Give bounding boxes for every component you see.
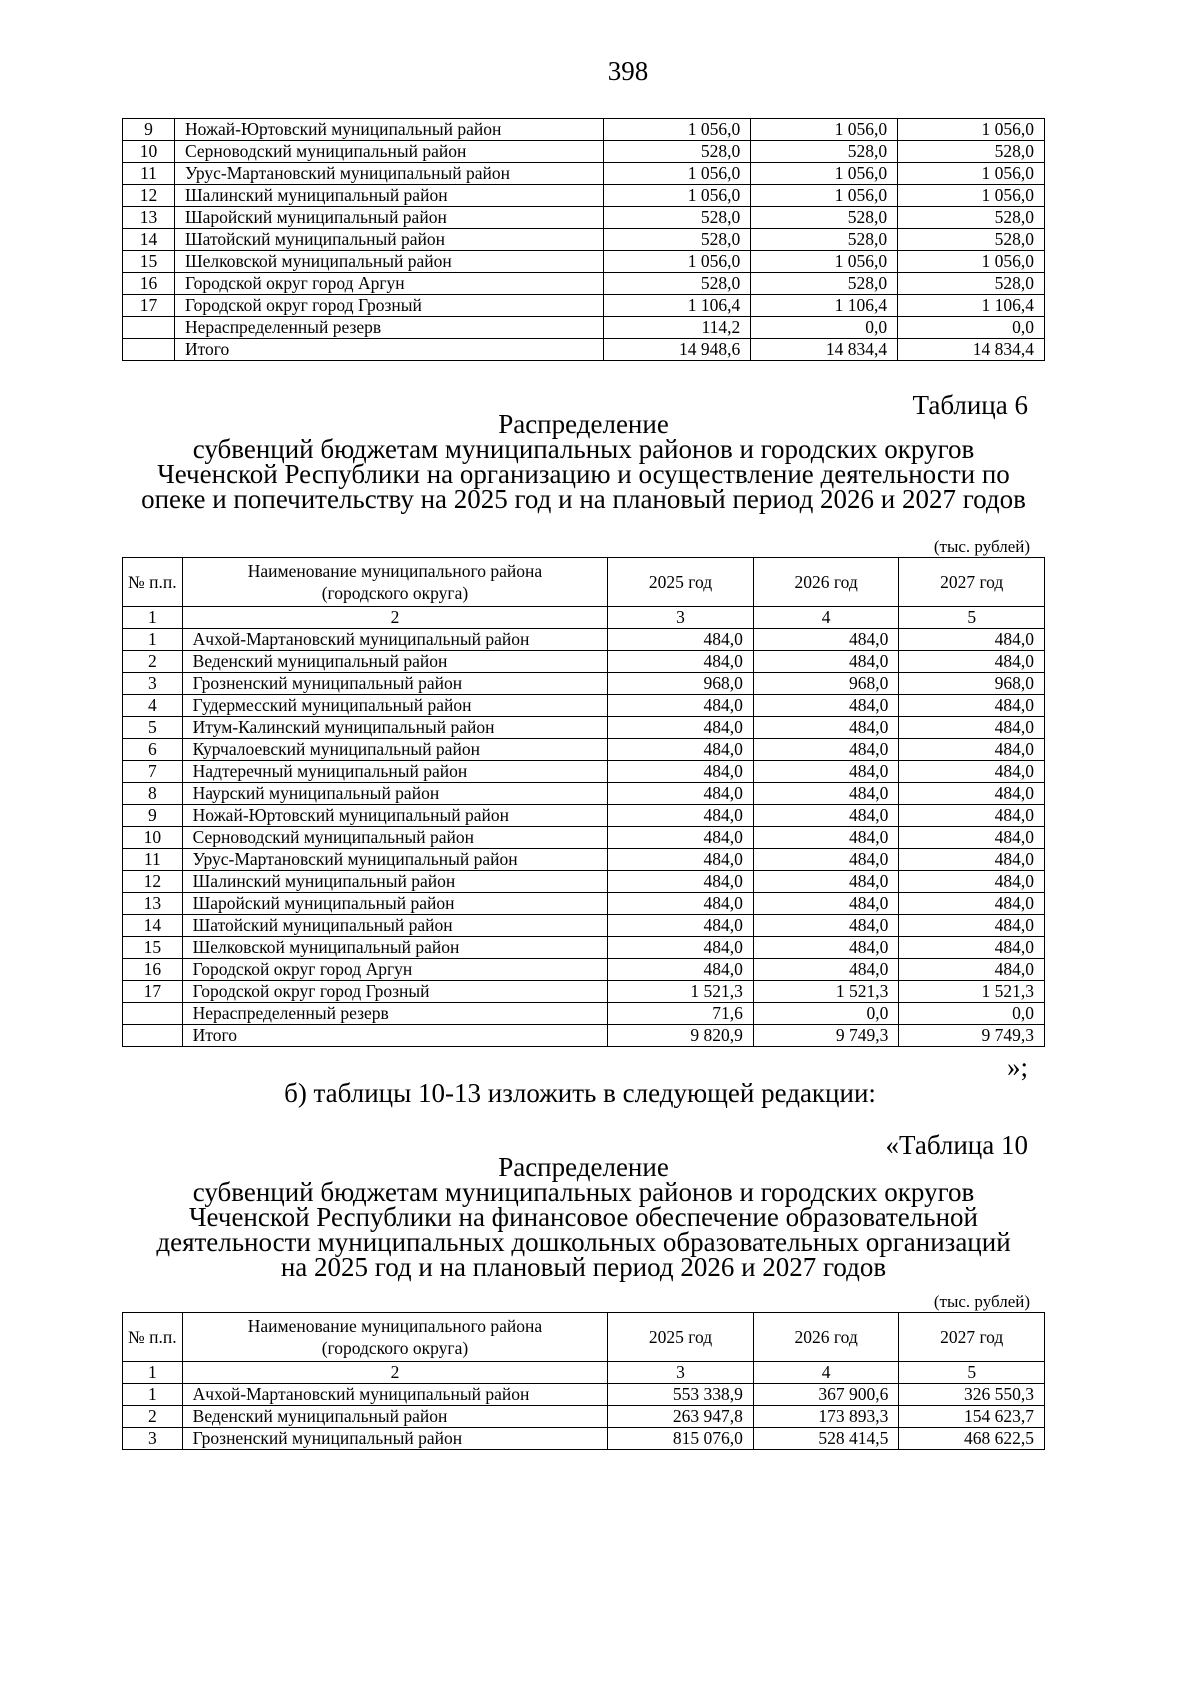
- table-row: [123, 783, 1045, 805]
- municipality-name: Надтеречный муниципальный район: [182, 761, 608, 783]
- column-number: 5: [899, 1362, 1045, 1384]
- value-2026: 173 893,3: [753, 1406, 899, 1428]
- value-2025: 1 056,0: [604, 119, 751, 141]
- row-number: [123, 1025, 183, 1047]
- value-2026: 528,0: [751, 207, 898, 229]
- value-2026: 484,0: [753, 805, 899, 827]
- value-2027: 484,0: [899, 893, 1045, 915]
- value-2027: 154 623,7: [899, 1406, 1045, 1428]
- value-2026: 367 900,6: [753, 1384, 899, 1406]
- page-number: 398: [607, 56, 649, 86]
- row-number: [123, 317, 175, 339]
- value-2026: 484,0: [753, 629, 899, 651]
- municipality-name: Шатойский муниципальный район: [175, 229, 604, 251]
- header-2025: 2025 год: [608, 1313, 754, 1362]
- value-2027: 528,0: [898, 273, 1045, 295]
- value-2025: 553 338,9: [608, 1384, 754, 1406]
- header-name-line: (городского округа): [321, 583, 469, 603]
- municipality-name: Ножай-Юртовский муниципальный район: [182, 805, 608, 827]
- row-number: 10: [123, 141, 175, 163]
- column-number: 4: [753, 1362, 899, 1384]
- value-2027: 1 521,3: [899, 981, 1045, 1003]
- municipality-name: Шалинский муниципальный район: [175, 185, 604, 207]
- municipality-name: Грозненский муниципальный район: [182, 673, 608, 695]
- row-number: 12: [123, 871, 183, 893]
- municipality-name: Курчалоевский муниципальный район: [182, 739, 608, 761]
- value-2025: 1 056,0: [604, 185, 751, 207]
- row-number: 17: [123, 295, 175, 317]
- value-2026: 14 834,4: [751, 339, 898, 361]
- row-number: 8: [123, 783, 183, 805]
- row-number: 3: [123, 1428, 183, 1450]
- value-2027: 1 056,0: [898, 163, 1045, 185]
- value-2025: 1 056,0: [604, 163, 751, 185]
- row-number: 15: [123, 251, 175, 273]
- table10-title-line: субвенций бюджетам муниципальных районов и городских округов: [192, 1177, 975, 1207]
- table10-title-line: деятельности муниципальных дошкольных образовательных организаций: [156, 1227, 1011, 1257]
- table10-title-line: на 2025 год и на плановый период 2026 и 2027 годов: [280, 1252, 887, 1282]
- municipality-name: Шелковской муниципальный район: [182, 937, 608, 959]
- municipality-name: Шатойский муниципальный район: [182, 915, 608, 937]
- row-number: 1: [123, 629, 183, 651]
- value-2027: 484,0: [899, 849, 1045, 871]
- value-2025: 484,0: [608, 783, 754, 805]
- table10-title-line: Чеченской Республики на финансовое обеспечение образовательной: [189, 1202, 978, 1232]
- table10-title-line: Распределение: [498, 1152, 669, 1182]
- value-2025: 263 947,8: [608, 1406, 754, 1428]
- row-number: [123, 339, 175, 361]
- value-2025: 484,0: [608, 805, 754, 827]
- municipality-name: Наурский муниципальный район: [182, 783, 608, 805]
- row-number: 2: [123, 651, 183, 673]
- table-row: [123, 937, 1045, 959]
- municipality-name: Серноводский муниципальный район: [175, 141, 604, 163]
- table6-title-line: опеке и попечительству на 2025 год и на плановый период 2026 и 2027 годов: [141, 484, 1026, 514]
- municipality-name: Городской округ город Грозный: [182, 981, 608, 1003]
- row-number: 10: [123, 827, 183, 849]
- value-2025: 1 106,4: [604, 295, 751, 317]
- value-2025: 484,0: [608, 629, 754, 651]
- table-row: [123, 871, 1045, 893]
- row-number: 13: [123, 207, 175, 229]
- row-number: 12: [123, 185, 175, 207]
- table-row: [123, 695, 1045, 717]
- header-2027: 2027 год: [899, 558, 1045, 607]
- municipality-name: Нераспределенный резерв: [182, 1003, 608, 1025]
- column-number: 2: [182, 607, 608, 629]
- value-2026: 9 749,3: [753, 1025, 899, 1047]
- value-2026: 484,0: [753, 717, 899, 739]
- table10-body: [123, 1313, 1045, 1450]
- municipality-name: Серноводский муниципальный район: [182, 827, 608, 849]
- municipality-name: Шелковской муниципальный район: [175, 251, 604, 273]
- table-row: [123, 761, 1045, 783]
- municipality-name: Грозненский муниципальный район: [182, 1428, 608, 1450]
- row-number: 1: [123, 1384, 183, 1406]
- value-2026: 0,0: [753, 1003, 899, 1025]
- row-number: 11: [123, 849, 183, 871]
- table-row: [123, 717, 1045, 739]
- value-2027: 468 622,5: [899, 1428, 1045, 1450]
- column-number: 1: [123, 607, 183, 629]
- value-2025: 484,0: [608, 915, 754, 937]
- table-row: [123, 251, 1045, 273]
- table-row: [123, 317, 1045, 339]
- row-number: 15: [123, 937, 183, 959]
- row-number: 2: [123, 1406, 183, 1428]
- table-row: [123, 229, 1045, 251]
- municipality-name: Ачхой-Мартановский муниципальный район: [182, 629, 608, 651]
- value-2025: 968,0: [608, 673, 754, 695]
- header-row: [123, 1313, 1045, 1362]
- row-number: 14: [123, 229, 175, 251]
- row-number: 6: [123, 739, 183, 761]
- row-number: 9: [123, 805, 183, 827]
- value-2025: 1 056,0: [604, 251, 751, 273]
- municipality-name: Нераспределенный резерв: [175, 317, 604, 339]
- column-number: 4: [753, 607, 899, 629]
- value-2026: 484,0: [753, 937, 899, 959]
- row-number: 16: [123, 959, 183, 981]
- municipality-name: Итого: [182, 1025, 608, 1047]
- municipality-name: Шаройский муниципальный район: [175, 207, 604, 229]
- value-2026: 484,0: [753, 893, 899, 915]
- value-2025: 528,0: [604, 207, 751, 229]
- municipality-name: Урус-Мартановский муниципальный район: [175, 163, 604, 185]
- value-2026: 528,0: [751, 141, 898, 163]
- row-number: 11: [123, 163, 175, 185]
- header-name-line: Наименование муниципального района: [247, 1316, 543, 1336]
- paragraph-b: б) таблицы 10-13 изложить в следующей редакции:: [284, 1078, 876, 1108]
- table-row: [123, 1025, 1045, 1047]
- value-2026: 484,0: [753, 871, 899, 893]
- table-row: [123, 1406, 1045, 1428]
- value-2026: 484,0: [753, 783, 899, 805]
- value-2026: 528,0: [751, 273, 898, 295]
- value-2027: 0,0: [898, 317, 1045, 339]
- table-row: [123, 739, 1045, 761]
- column-number: 3: [608, 1362, 754, 1384]
- value-2027: 1 056,0: [898, 185, 1045, 207]
- value-2027: 1 056,0: [898, 119, 1045, 141]
- value-2025: 484,0: [608, 893, 754, 915]
- row-number: [123, 1003, 183, 1025]
- table6-body: [123, 558, 1045, 1047]
- value-2025: 484,0: [608, 871, 754, 893]
- column-numbers-row: [123, 607, 1045, 629]
- table10-title: [122, 1152, 1045, 1282]
- value-2027: 484,0: [899, 717, 1045, 739]
- value-2027: 9 749,3: [899, 1025, 1045, 1047]
- table10: [122, 1312, 1045, 1450]
- table-row: [123, 1003, 1045, 1025]
- header-number: № п.п.: [123, 1313, 183, 1362]
- value-2026: 484,0: [753, 915, 899, 937]
- table-row: [123, 915, 1045, 937]
- value-2025: 484,0: [608, 739, 754, 761]
- value-2027: 484,0: [899, 739, 1045, 761]
- header-name: [182, 558, 608, 607]
- value-2025: 484,0: [608, 959, 754, 981]
- table-row: [123, 207, 1045, 229]
- value-2026: 1 056,0: [751, 251, 898, 273]
- value-2027: 484,0: [899, 651, 1045, 673]
- value-2027: 1 106,4: [898, 295, 1045, 317]
- municipality-name: Веденский муниципальный район: [182, 1406, 608, 1428]
- value-2027: 484,0: [899, 937, 1045, 959]
- municipality-name: Городской округ город Аргун: [182, 959, 608, 981]
- municipality-name: Шаройский муниципальный район: [182, 893, 608, 915]
- value-2026: 528,0: [751, 229, 898, 251]
- table6-title-line: Чеченской Республики на организацию и осуществление деятельности по: [157, 459, 1010, 489]
- value-2025: 484,0: [608, 849, 754, 871]
- table-row: [123, 119, 1045, 141]
- table6: [122, 557, 1045, 1047]
- row-number: 3: [123, 673, 183, 695]
- value-2026: 484,0: [753, 959, 899, 981]
- header-name-line: Наименование муниципального района: [247, 561, 543, 581]
- table-row: [123, 629, 1045, 651]
- value-2027: 1 056,0: [898, 251, 1045, 273]
- value-2027: 14 834,4: [898, 339, 1045, 361]
- value-2026: 484,0: [753, 739, 899, 761]
- column-number: 2: [182, 1362, 608, 1384]
- header-2026: 2026 год: [753, 558, 899, 607]
- table6-title: [122, 409, 1045, 514]
- value-2027: 484,0: [899, 629, 1045, 651]
- municipality-name: Городской округ город Грозный: [175, 295, 604, 317]
- table-row: [123, 339, 1045, 361]
- value-2026: 484,0: [753, 761, 899, 783]
- table6-units: (тыс. рублей): [933, 537, 1030, 556]
- row-number: 7: [123, 761, 183, 783]
- value-2026: 484,0: [753, 651, 899, 673]
- row-number: 5: [123, 717, 183, 739]
- row-number: 16: [123, 273, 175, 295]
- municipality-name: Урус-Мартановский муниципальный район: [182, 849, 608, 871]
- value-2027: 484,0: [899, 783, 1045, 805]
- value-2025: 815 076,0: [608, 1428, 754, 1450]
- value-2026: 1 056,0: [751, 163, 898, 185]
- table-row: [123, 827, 1045, 849]
- value-2026: 1 056,0: [751, 119, 898, 141]
- value-2025: 484,0: [608, 827, 754, 849]
- table-row: [123, 1384, 1045, 1406]
- value-2027: 528,0: [898, 207, 1045, 229]
- municipality-name: Ножай-Юртовский муниципальный район: [175, 119, 604, 141]
- column-number: 1: [123, 1362, 183, 1384]
- value-2027: 528,0: [898, 141, 1045, 163]
- table6-label: Таблица 6: [912, 390, 1028, 420]
- header-2025: 2025 год: [608, 558, 754, 607]
- value-2025: 14 948,6: [604, 339, 751, 361]
- value-2027: 528,0: [898, 229, 1045, 251]
- value-2025: 114,2: [604, 317, 751, 339]
- value-2026: 484,0: [753, 695, 899, 717]
- column-numbers-row: [123, 1362, 1045, 1384]
- value-2025: 528,0: [604, 141, 751, 163]
- value-2026: 0,0: [751, 317, 898, 339]
- value-2027: 484,0: [899, 695, 1045, 717]
- value-2027: 0,0: [899, 1003, 1045, 1025]
- table-row: [123, 163, 1045, 185]
- value-2026: 1 056,0: [751, 185, 898, 207]
- value-2027: 484,0: [899, 959, 1045, 981]
- value-2025: 484,0: [608, 651, 754, 673]
- value-2026: 484,0: [753, 827, 899, 849]
- row-number: 17: [123, 981, 183, 1003]
- value-2025: 484,0: [608, 717, 754, 739]
- value-2026: 1 521,3: [753, 981, 899, 1003]
- value-2027: 484,0: [899, 761, 1045, 783]
- value-2026: 528 414,5: [753, 1428, 899, 1450]
- value-2026: 968,0: [753, 673, 899, 695]
- municipality-name: Гудермесский муниципальный район: [182, 695, 608, 717]
- header-name-line: (городского округа): [321, 1338, 469, 1358]
- table-continued: [122, 118, 1045, 361]
- table-row: [123, 959, 1045, 981]
- value-2027: 326 550,3: [899, 1384, 1045, 1406]
- value-2025: 1 521,3: [608, 981, 754, 1003]
- municipality-name: Ачхой-Мартановский муниципальный район: [182, 1384, 608, 1406]
- row-number: 13: [123, 893, 183, 915]
- row-number: 14: [123, 915, 183, 937]
- table-row: [123, 295, 1045, 317]
- municipality-name: Веденский муниципальный район: [182, 651, 608, 673]
- value-2025: 9 820,9: [608, 1025, 754, 1047]
- table-row: [123, 849, 1045, 871]
- table6-title-line: Распределение: [498, 409, 669, 439]
- header-number: № п.п.: [123, 558, 183, 607]
- table-row: [123, 273, 1045, 295]
- municipality-name: Итум-Калинский муниципальный район: [182, 717, 608, 739]
- header-2027: 2027 год: [899, 1313, 1045, 1362]
- table10-units: (тыс. рублей): [933, 1292, 1030, 1311]
- row-number: 4: [123, 695, 183, 717]
- table-row: [123, 673, 1045, 695]
- value-2027: 484,0: [899, 871, 1045, 893]
- municipality-name: Шалинский муниципальный район: [182, 871, 608, 893]
- table-row: [123, 141, 1045, 163]
- value-2027: 484,0: [899, 805, 1045, 827]
- value-2027: 968,0: [899, 673, 1045, 695]
- value-2026: 1 106,4: [751, 295, 898, 317]
- value-2025: 528,0: [604, 273, 751, 295]
- table-row: [123, 981, 1045, 1003]
- municipality-name: Городской округ город Аргун: [175, 273, 604, 295]
- header-2026: 2026 год: [753, 1313, 899, 1362]
- row-number: 9: [123, 119, 175, 141]
- value-2026: 484,0: [753, 849, 899, 871]
- table10-label: «Таблица 10: [885, 1130, 1028, 1160]
- table-row: [123, 805, 1045, 827]
- value-2025: 71,6: [608, 1003, 754, 1025]
- table-continued-body: [123, 119, 1045, 361]
- value-2025: 528,0: [604, 229, 751, 251]
- value-2025: 484,0: [608, 761, 754, 783]
- table6-title-line: субвенций бюджетам муниципальных районов и городских округов: [192, 434, 975, 464]
- table-row: [123, 185, 1045, 207]
- closing-quote: »;: [1006, 1052, 1028, 1082]
- value-2027: 484,0: [899, 827, 1045, 849]
- value-2025: 484,0: [608, 695, 754, 717]
- municipality-name: Итого: [175, 339, 604, 361]
- header-row: [123, 558, 1045, 607]
- column-number: 5: [899, 607, 1045, 629]
- column-number: 3: [608, 607, 754, 629]
- value-2027: 484,0: [899, 915, 1045, 937]
- table-row: [123, 893, 1045, 915]
- table-row: [123, 1428, 1045, 1450]
- value-2025: 484,0: [608, 937, 754, 959]
- table-row: [123, 651, 1045, 673]
- header-name: [182, 1313, 608, 1362]
